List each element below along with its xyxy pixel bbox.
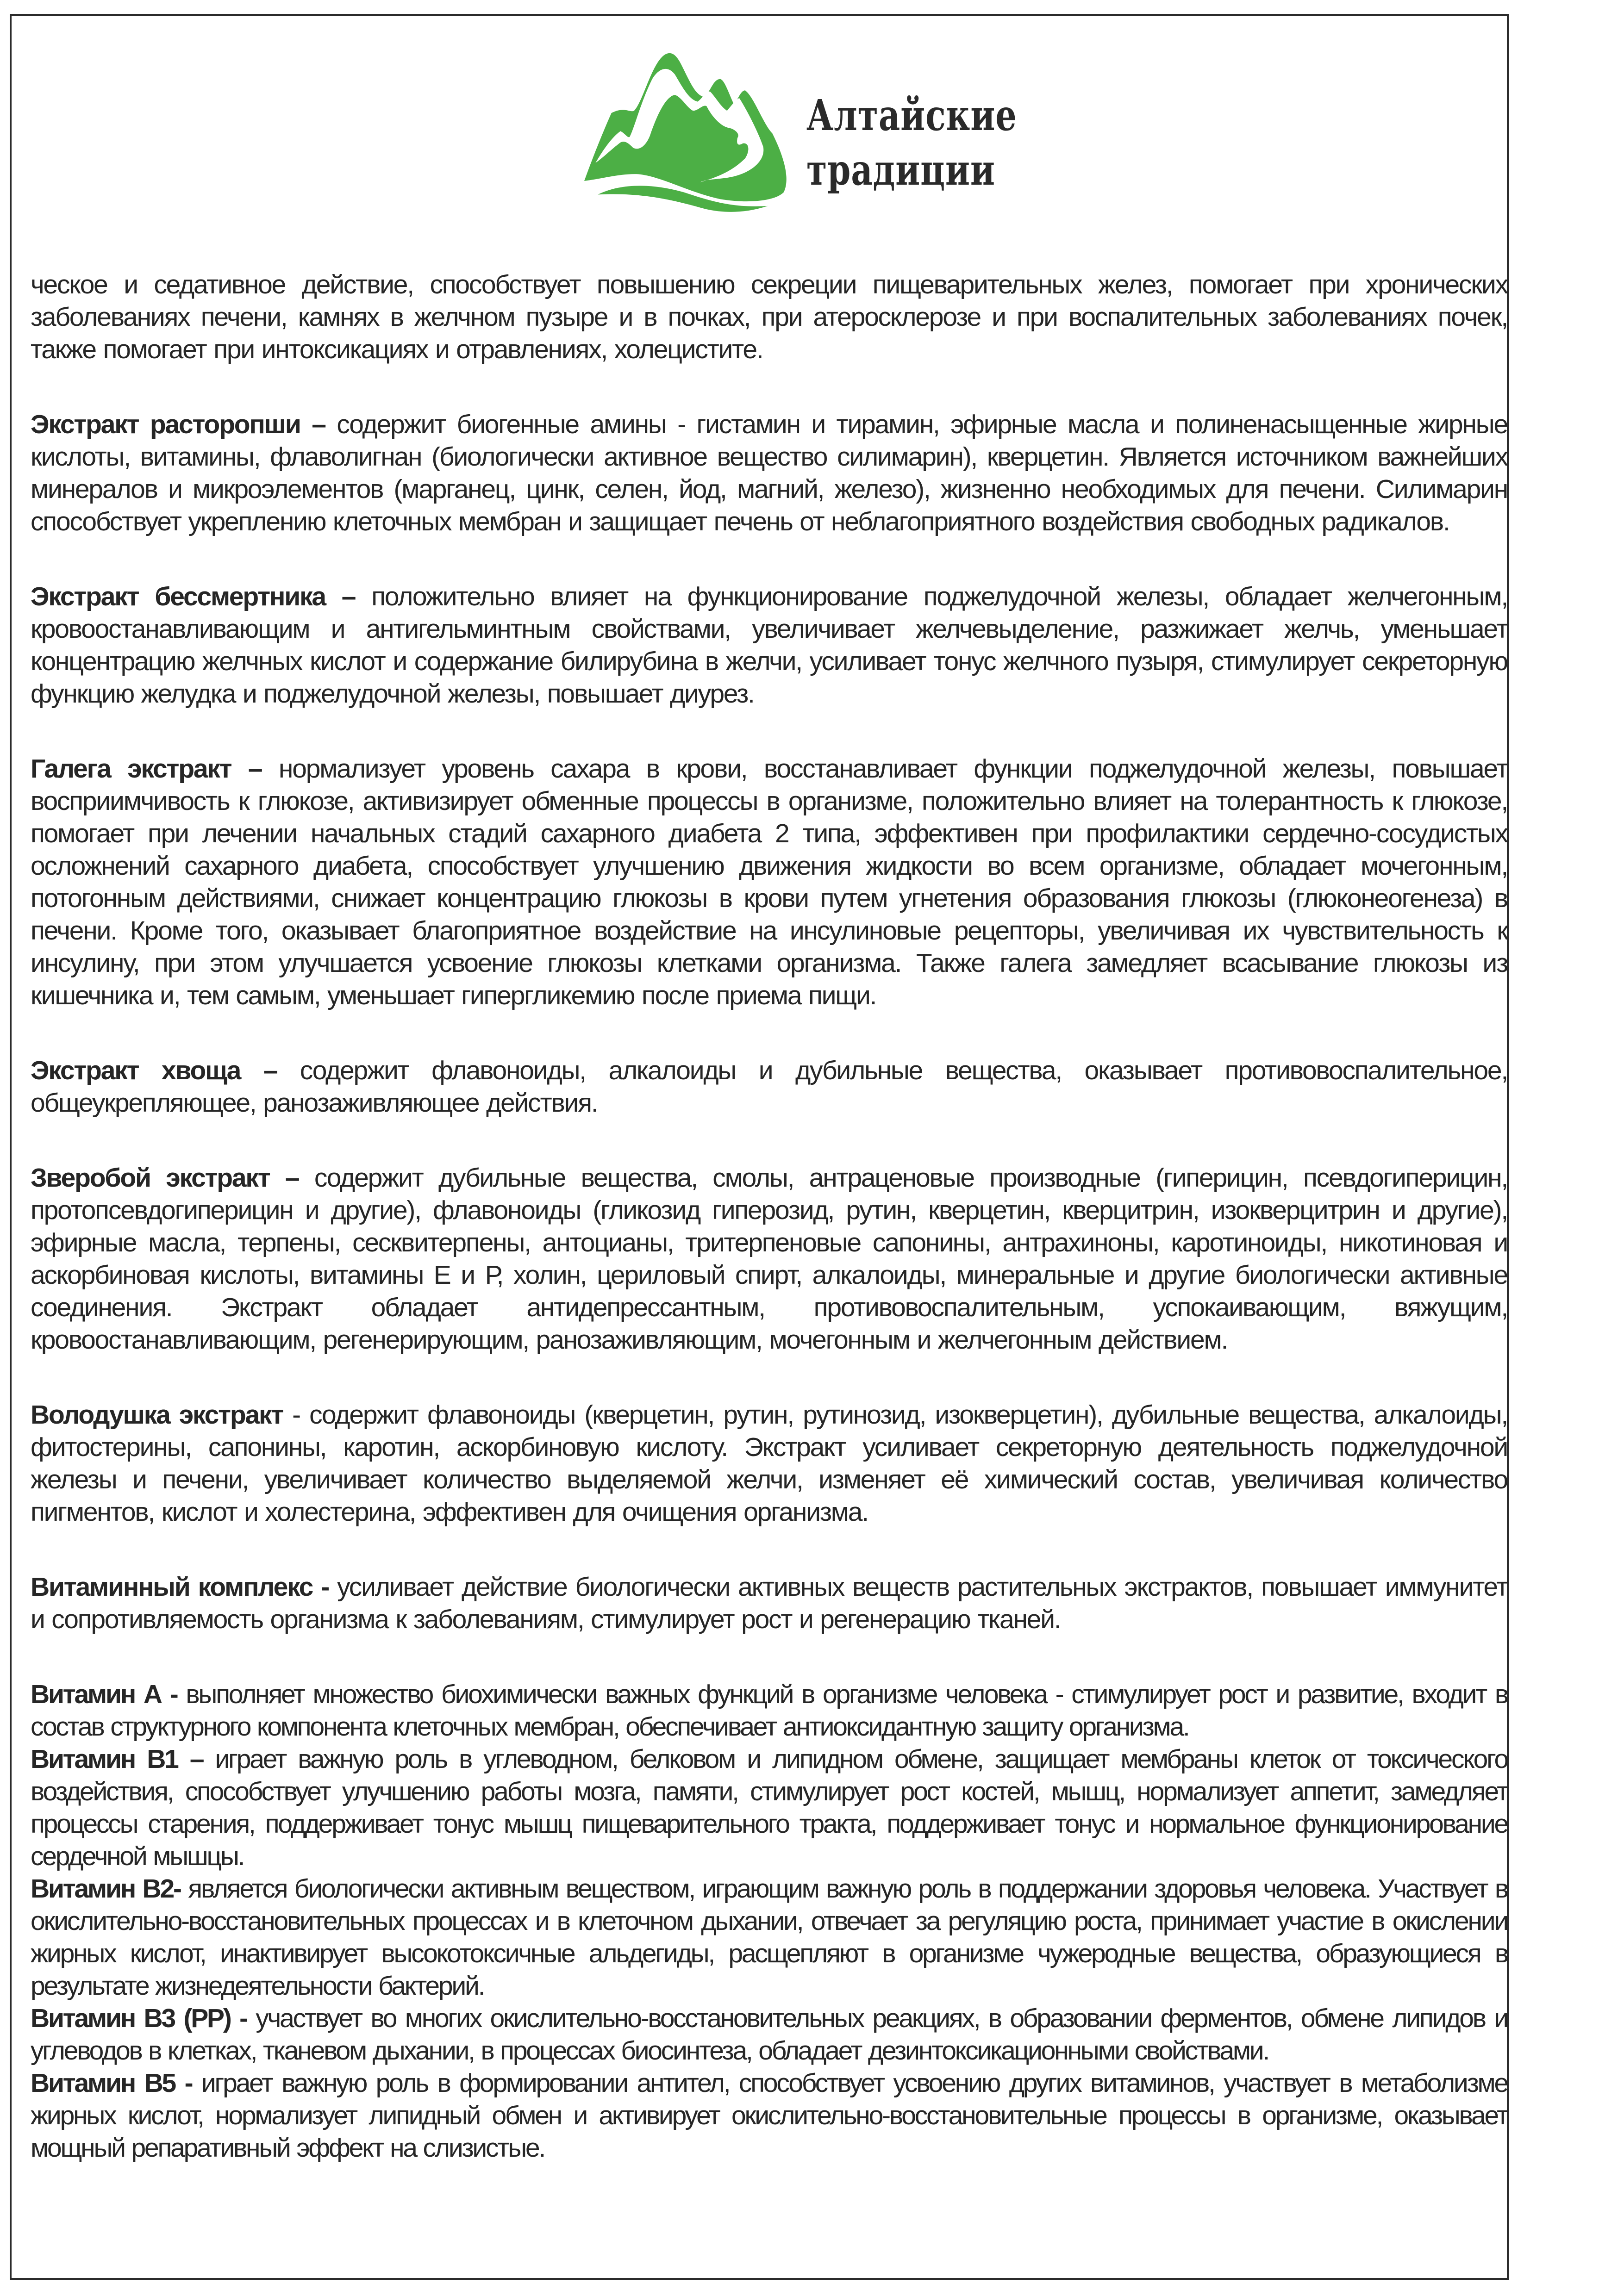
vitamin-title: Витамин А - bbox=[31, 1680, 177, 1709]
section-bupleurum bbox=[31, 1399, 1507, 1528]
section-text: - содержит флавоноиды (кверцетин, рутин, рутинозид, изокверцетин), дубильные вещества, алкалоиды, фитостерины, сапонины, каротин, аскорбиновую кислоту. Экстракт усиливает секреторную деятельность поджелудочной железы и печени, увеличивает количество выделяемой желчи, изменяет её химический состав, увеличивая количество пигментов, кислот и холестерина, эффективен для очищения организма. bbox=[31, 1400, 1507, 1527]
section-immortelle bbox=[31, 580, 1507, 710]
section-milk-thistle bbox=[31, 408, 1507, 538]
vitamin-text: участвует во многих окислительно-восстановительных реакциях, в образовании ферментов, обмене липидов и углеводов в клетках, тканевом дыхании, в процессах биосинтеза, обладает дезинтоксикационными свойствами. bbox=[31, 2004, 1507, 2066]
vitamin-text: играет важную роль в углеводном, белковом и липидном обмене, защищает мембраны клеток от токсического воздействия, способствует улучшению работы мозга, памяти, стимулирует рост костей, мышц, нормализует аппетит, замедляет процессы старения, поддерживает тонус мышц пищеварительного тракта, поддерживает тонус и нормальное функционирование сердечной мышцы. bbox=[31, 1744, 1507, 1871]
section-st-johns-wort bbox=[31, 1162, 1507, 1356]
section-title: Экстракт расторопши – bbox=[31, 410, 325, 439]
vitamin-title: Витамин В1 – bbox=[31, 1744, 203, 1774]
brand-logo bbox=[584, 45, 1047, 240]
vitamin-b5 bbox=[31, 2067, 1507, 2164]
section-text: содержит дубильные вещества, смолы, антраценовые производные (гиперицин, псевдогиперицин, протопсевдогиперицин и другие), флавоноиды (гликозид гиперозид, рутин, кверцетин, кверцитрин, изокверцитрин и другие), эфирные масла, терпены, сесквитерпены, антоцианы, тритерпеновые сапонины, антрахиноны, каротиноиды, никотиновая и аскорбиновая кислоты, витамины Е и Р, холин, цериловый спирт, алкалоиды, минеральные и другие биологически активные соединения. Экстракт обладает антидепрессантным, противовоспалительным, успокаивающим, вяжущим, кровоостанавливающим, регенерирующим, ранозаживляющим, мочегонным и желчегонным действием. bbox=[31, 1163, 1507, 1355]
section-title: Витаминный комплекс - bbox=[31, 1572, 329, 1602]
intro-paragraph bbox=[31, 268, 1507, 366]
mountains-river-icon bbox=[584, 45, 802, 230]
section-text: содержит флавоноиды, алкалоиды и дубильные вещества, оказывает противовоспалительное, общеукрепляющее, ранозаживляющее действия. bbox=[31, 1056, 1507, 1118]
vitamin-title: Витамин В5 - bbox=[31, 2068, 192, 2098]
section-title: Володушка экстракт bbox=[31, 1400, 283, 1430]
vitamin-text: играет важную роль в формировании антител, способствует усвоению других витаминов, участвует в метаболизме жирных кислот, нормализует липидный обмен и активирует окислительно-восстановительные процессы в организме, оказывает мощный репаративный эффект на слизистые. bbox=[31, 2068, 1507, 2163]
intro-text: ческое и седативное действие, способствует повышению секреции пищеварительных желез, помогает при хронических заболеваниях печени, камнях в желчном пузыре и в почках, при атеросклерозе и при воспалительных заболеваниях почек, также помогает при интоксикациях и отравлениях, холецистите. bbox=[31, 270, 1507, 364]
document-body bbox=[31, 268, 1507, 2164]
section-title: Галега экстракт – bbox=[31, 754, 262, 784]
vitamin-b2 bbox=[31, 1873, 1507, 2002]
vitamin-text: является биологически активным веществом, играющим важную роль в поддержании здоровья человека. Участвует в окислительно-восстановительных процессах и в клеточном дыхании, отвечает за регуляцию роста, принимает участие в окислении жирных кислот, инактивирует высокотоксичные альдегиды, расщепляют в организме чужеродные вещества, образующиеся в результате жизнедеятельности бактерий. bbox=[31, 1874, 1508, 2001]
section-title: Экстракт бессмертника – bbox=[31, 582, 356, 611]
vitamins-list bbox=[31, 1678, 1507, 2164]
section-horsetail bbox=[31, 1054, 1507, 1119]
section-text: содержит биогенные амины - гистамин и тирамин, эфирные масла и полиненасыщенные жирные кислоты, витамины, флаволигнан (биологически активное вещество силимарин), кверцетин. Является источником важнейших минералов и микроэлементов (марганец, цинк, селен, йод, магний, железо), жизненно необходимых для печени. Силимарин способствует укреплению клеточных мембран и защищает печень от неблагоприятного воздействия свободных радикалов. bbox=[31, 410, 1507, 536]
section-title: Экстракт хвоща – bbox=[31, 1056, 277, 1085]
vitamin-text: выполняет множество биохимически важных функций в организме человека - стимулирует рост и развитие, входит в состав структурного компонента клеточных мембран, обеспечивает антиоксидантную защиту организма. bbox=[31, 1680, 1507, 1742]
section-galega bbox=[31, 753, 1507, 1012]
vitamin-title: Витамин В3 (РР) - bbox=[31, 2004, 247, 2033]
vitamin-b3 bbox=[31, 2002, 1507, 2067]
section-text: нормализует уровень сахара в крови, восстанавливает функции поджелудочной железы, повышает восприимчивость к глюкозе, активизирует обменные процессы в организме, положительно влияет на толерантность к глюкозе, помогает при лечении начальных стадий сахарного диабета 2 типа, эффективен при профилактики сердечно-сосудистых осложнений сахарного диабета, способствует улучшению движения жидкости во всем организме, обладает мочегонным, потогонным действиями, снижает концентрацию глюкозы в крови путем угнетения образования глюкозы (глюконеогенеза) в печени. Кроме того, оказывает благоприятное воздействие на инсулиновые рецепторы, увеличивая их чувствительность к инсулину, при этом улучшается усвоение глюкозы клетками организма. Также галега замедляет всасывание глюкозы из кишечника и, тем самым, уменьшает гипергликемию после приема пищи. bbox=[31, 754, 1507, 1010]
section-text: усиливает действие биологически активных веществ растительных экстрактов, повышает иммунитет и сопротивляемость организма к заболеваниям, стимулирует рост и регенерацию тканей. bbox=[31, 1572, 1507, 1634]
vitamin-a bbox=[31, 1678, 1507, 1743]
vitamin-title: Витамин В2- bbox=[31, 1874, 181, 1904]
section-title: Зверобой экстракт – bbox=[31, 1163, 299, 1193]
brand-name-line2: традиции bbox=[806, 145, 995, 195]
section-vitamin-complex bbox=[31, 1571, 1507, 1636]
section-text: положительно влияет на функционирование поджелудочной железы, обладает желчегонным, кровоостанавливающим и антигельминтным свойствами, увеличивает желчевыделение, разжижает желчь, уменьшает концентрацию желчных кислот и содержание билирубина в желчи, усиливает тонус желчного пузыря, стимулирует секреторную функцию желудка и поджелудочной железы, повышает диурез. bbox=[31, 582, 1507, 709]
brand-name bbox=[806, 88, 1017, 197]
vitamin-b1 bbox=[31, 1743, 1507, 1873]
brand-name-line1: Алтайские bbox=[806, 90, 1017, 140]
